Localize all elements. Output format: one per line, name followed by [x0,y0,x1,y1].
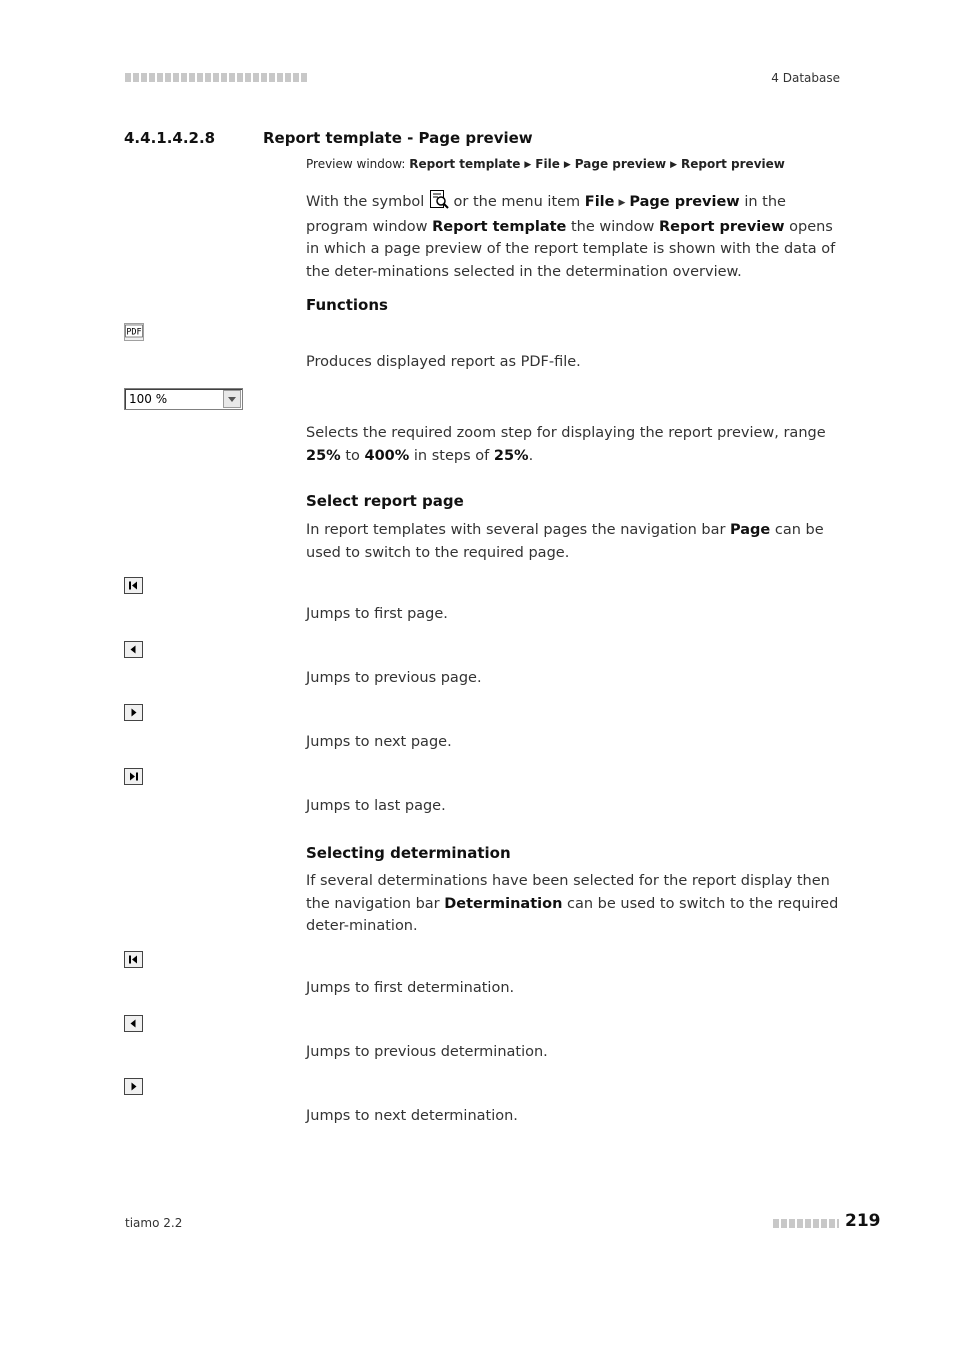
chapter-title: 4 Database [771,71,840,85]
menu-arrow-icon: ▶ [618,198,626,208]
breadcrumb-item-4: Report preview [681,157,785,171]
previous-determination-description: Jumps to previous determination. [306,1044,548,1060]
next-determination-description: Jumps to next determination. [306,1108,518,1124]
intro-text: the window [566,218,660,235]
breadcrumb-item-3: Page preview [574,157,667,171]
menu-page-preview: Page preview [629,194,740,210]
breadcrumb [306,157,785,171]
navbar-page: Page [730,522,771,538]
zoom-select[interactable] [124,388,243,410]
last-page-description: Jumps to last page. [306,798,446,814]
footer-decoration [773,1219,839,1228]
section-title: Report template - Page preview [263,129,533,147]
select-page-text: In report templates with several pages the navigation bar [306,522,731,538]
next-page-description: Jumps to next page. [306,734,452,750]
menu-file: File [584,194,615,210]
select-determination-text: can be used to switch to the required deter-mination. [306,895,839,934]
breadcrumb-item-1: Report template [409,157,521,171]
pdf-label: PDF [126,327,142,338]
first-determination-description: Jumps to first determination. [306,980,515,996]
zoom-value: 100 % [129,392,168,406]
pdf-button[interactable] [124,323,144,341]
chevron-down-icon[interactable] [223,390,241,408]
select-determination-heading: Selecting determination [306,844,511,862]
page-number: 219 [845,1211,881,1231]
window-report-template: Report template [432,218,567,235]
intro-text: or the menu item [448,194,585,210]
intro-paragraph [306,189,840,283]
navbar-determination: Determination [444,895,563,912]
functions-heading: Functions [306,296,388,314]
first-page-description: Jumps to first page. [306,606,448,622]
zoom-text: to [340,447,365,464]
breadcrumb-arrow-icon: ▶ [563,160,571,170]
breadcrumb-arrow-icon: ▶ [670,160,677,170]
zoom-text: . [528,447,534,464]
breadcrumb-arrow-icon: ▶ [524,160,532,170]
select-determination-text: If several determinations have been selected for the report display then the navigation bar [306,873,830,912]
previous-page-button[interactable] [124,641,143,658]
first-page-button[interactable] [124,577,143,594]
zoom-text: in steps of [409,447,494,464]
intro-text: With the symbol [306,194,429,210]
breadcrumb-item-2: File [535,157,560,171]
first-determination-button[interactable] [124,951,143,968]
zoom-text: Selects the required zoom step for displaying the report preview, range [306,425,826,441]
window-report-preview: Report preview [659,218,785,235]
zoom-min: 25% [306,447,341,464]
next-page-button[interactable] [124,704,143,721]
intro-text: in the program window [306,194,786,235]
zoom-max: 400% [364,447,410,464]
zoom-step: 25% [493,447,529,464]
breadcrumb-prefix: Preview window: [306,157,410,171]
select-page-text: can be used to switch to the required page. [306,522,824,561]
last-page-button[interactable] [124,768,143,785]
previous-page-description: Jumps to previous page. [306,670,482,686]
footer-product: tiamo 2.2 [125,1216,183,1230]
header-decoration [125,73,307,82]
zoom-description [306,422,840,467]
section-number: 4.4.1.4.2.8 [124,129,216,147]
intro-text: opens in which a page preview of the report template is shown with the data of the deter-minations selected in the determination overview. [306,218,836,280]
select-determination-description [306,870,840,938]
select-page-description [306,519,840,564]
select-page-heading: Select report page [306,492,464,510]
next-determination-button[interactable] [124,1078,143,1095]
pdf-description: Produces displayed report as PDF-file. [306,354,581,370]
previous-determination-button[interactable] [124,1015,143,1032]
page-preview-icon [429,189,449,209]
